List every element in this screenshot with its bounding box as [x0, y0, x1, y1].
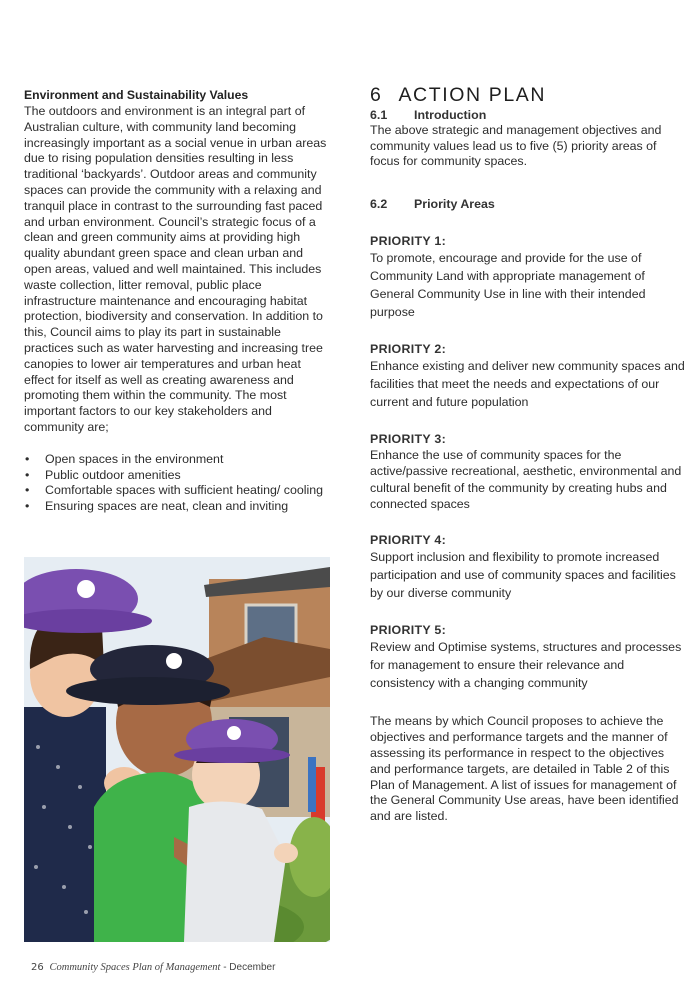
- priority-heading: PRIORITY 4:: [370, 533, 447, 548]
- left-column: [24, 88, 332, 515]
- subsection-title: Introduction: [414, 108, 487, 122]
- page-footer: [31, 962, 275, 973]
- environment-paragraph: The outdoors and environment is an integral part of Australian culture, with community land becoming increasingly important as a social venue in urban areas due to rising population densities resulting in less traditional ‘backyards’. Outdoor areas and community spaces can provide the community with a relaxing and tranquil place in contrast to the surrounding fast paced and urban environment. Council’s strategic focus of a clean and green community aims at providing high quality abundant green space and clean urban and open areas, valued and well maintained. This includes waste collection, litter removal, public place infrastructure maintenance and encouraging habitat protection, biodiversity and conservation. In addition to this, Council aims to play its part in sustainable practices such as water harvesting and increasing tree canopies to lower air temperatures and urban heat effect for itself as well as creating awareness and promoting them within the community. The most important factors to our key stakeholders and community are;: [24, 104, 327, 434]
- subsection-number: 6.1: [370, 108, 388, 122]
- priority-text: To promote, encourage and provide for the use of Community Land with appropriate management of General Community Use in line with their intended purpose: [370, 250, 646, 319]
- subsection-heading-introduction: [370, 108, 688, 123]
- document-title: Community Spaces Plan of Management: [49, 962, 221, 973]
- subsection-heading-priority-areas: [370, 197, 688, 212]
- footer-date: - December: [223, 962, 276, 973]
- page-number: 26: [31, 962, 44, 973]
- closing-paragraph: The means by which Council proposes to achieve the objectives and performance targets and the manner of assessing its performance in respect to the objectives and performance targets, are detailed in Table 2 of this Plan of Management. A list of issues for management of the General Community Use areas, have been identified and are listed.: [370, 714, 679, 824]
- list-item: • Comfortable spaces with sufficient heating/ cooling: [24, 483, 332, 499]
- subsection-title: Priority Areas: [414, 196, 495, 211]
- priority-block-2: [370, 341, 688, 411]
- priority-text: Enhance the use of community spaces for the active/passive recreational, aesthetic, environmental and cultural benefit of the community by creating hubs and connected spaces: [370, 447, 682, 511]
- list-item: • Public outdoor amenities: [24, 468, 332, 484]
- section-title: ACTION PLAN: [398, 84, 547, 106]
- subsection-number: 6.2: [370, 196, 388, 211]
- priority-text: Support inclusion and flexibility to promote increased participation and use of community spaces and facilities by our diverse community: [370, 550, 676, 601]
- priority-block-1: [370, 233, 688, 321]
- priority-heading: PRIORITY 3:: [370, 431, 447, 446]
- section-number: 6: [370, 84, 383, 106]
- introduction-text: The above strategic and management objectives and community values lead us to five (5) priority areas of focus for community spaces.: [370, 123, 662, 169]
- priority-block-5: [370, 622, 688, 692]
- list-item: • Open spaces in the environment: [24, 452, 332, 468]
- priority-text: Enhance existing and deliver new community spaces and facilities that meet the needs and expectations of our current and future population: [370, 358, 685, 409]
- priority-heading: PRIORITY 2:: [370, 341, 447, 356]
- priority-heading: PRIORITY 5:: [370, 623, 447, 638]
- children-gardening-photo: [24, 557, 330, 942]
- priority-block-3: [370, 431, 688, 513]
- section-heading: [370, 82, 688, 108]
- environment-heading: Environment and Sustainability Values: [24, 88, 249, 102]
- priority-block-4: [370, 532, 688, 602]
- priority-text: Review and Optimise systems, structures and processes for management to ensure their relevance and consistency with a changing community: [370, 640, 682, 691]
- priority-heading: PRIORITY 1:: [370, 233, 447, 248]
- right-column: [370, 82, 688, 825]
- list-item: • Ensuring spaces are neat, clean and inviting: [24, 499, 332, 515]
- community-factors-list: [24, 452, 332, 515]
